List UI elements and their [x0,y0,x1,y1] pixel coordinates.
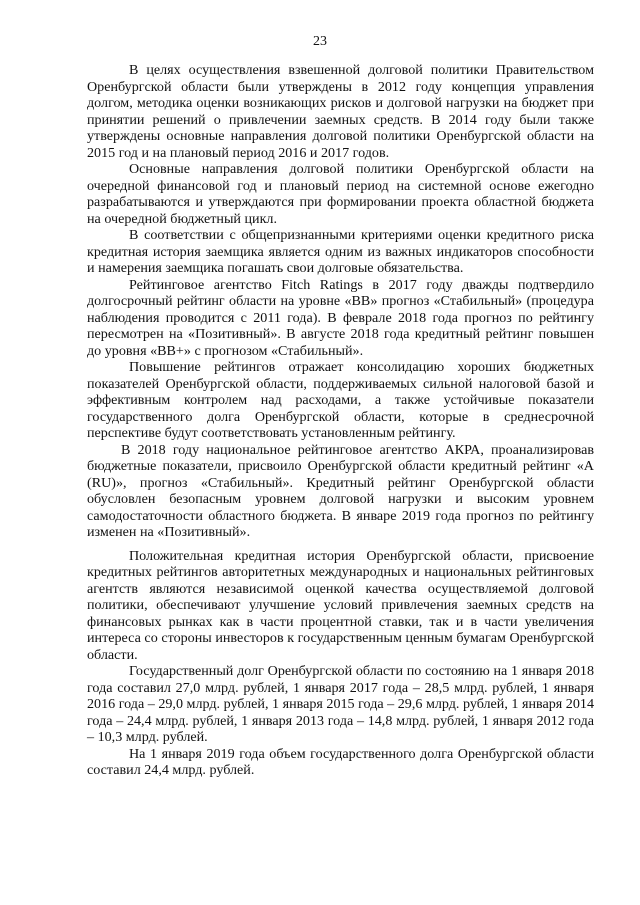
paragraph-state-debt-history: Государственный долг Оренбургской области по состоянию на 1 января 2018 года составил 27,0 млрд. рублей, 1 января 2017 года – 28,5 млрд. рублей, 1 января 2016 года – 29,0 млрд. рублей, 1 января 2015 года – 29,6 млрд. рублей, 1 января 2014 года – 24,4 млрд. рублей, 1 января 2013 года – 14,8 млрд. рублей, 1 января 2012 года – 10,3 млрд. рублей. [87,663,594,745]
paragraph-akra-rating: В 2018 году национальное рейтинговое агентство АКРА, проанализировав бюджетные показатели, присвоило Оренбургской области кредитный рейтинг «A (RU)», прогноз «Стабильный». Кредитный рейтинг Оренбургской области обусловлен безопасным уровнем долговой нагрузки и высоким уровнем самодостаточности областного бюджета. В январе 2019 года прогноз по рейтингу изменен на «Позитивный». [87,441,594,540]
paragraph-debt-policy-directions: Основные направления долговой политики Оренбургской области на очередной финансовой год и плановый период на системной основе ежегодно разрабатываются и утверждаются при формировании проекта областной бюджета на очередной бюджетный цикл. [87,161,594,227]
paragraph-credit-history: Положительная кредитная история Оренбургской области, присвоение кредитных рейтингов авторитетных международных и национальных рейтинговых агентств являются независимой оценкой качества осуществляемой долговой политики, обеспечивают улучшение условий привлечения заемных средств на финансовых рынках как в части процентной ставки, так и в части увеличения интереса со стороны инвесторов к государственным ценным бумагам Оренбургской области. [87,547,594,663]
document-body [87,62,594,779]
paragraph-rating-increase: Повышение рейтингов отражает консолидацию хороших бюджетных показателей Оренбургской области, поддерживаемых сильной налоговой базой и эффективным контролем над расходами, а также устойчивые показатели государственного долга Оренбургской области, которые в среднесрочной перспективе будут соответствовать установленным рейтингу. [87,359,594,441]
paragraph-state-debt-2019: На 1 января 2019 года объем государственного долга Оренбургской области составил 24,4 млрд. рублей. [87,745,594,778]
paragraph-credit-risk-criteria: В соответствии с общепризнанными критериями оценки кредитного риска кредитная история заемщика является одним из важных индикаторов способности и намерения заемщика погашать свои долговые обязательства. [87,227,594,276]
page-number: 23 [313,34,327,49]
paragraph-fitch-rating: Рейтинговое агентство Fitch Ratings в 2017 году дважды подтвердило долгосрочный рейтинг области на уровне «BB» прогноз «Стабильный» (процедура наблюдения проводится с 2011 года). В феврале 2018 года прогноз по рейтингу пересмотрен на «Позитивный». В августе 2018 года кредитный рейтинг повышен до уровня «BB+» с прогнозом «Стабильный». [87,276,594,359]
paragraph-debt-policy-concept: В целях осуществления взвешенной долговой политики Правительством Оренбургской области были утверждены в 2012 году концепция управления долгом, методика оценки возникающих рисков и долговой нагрузки на бюджет при принятии решений о привлечении заемных средств. В 2014 году были также утверждены основные направления долговой политики Оренбургской области на 2015 год и на плановый период 2016 и 2017 годов. [87,62,594,161]
